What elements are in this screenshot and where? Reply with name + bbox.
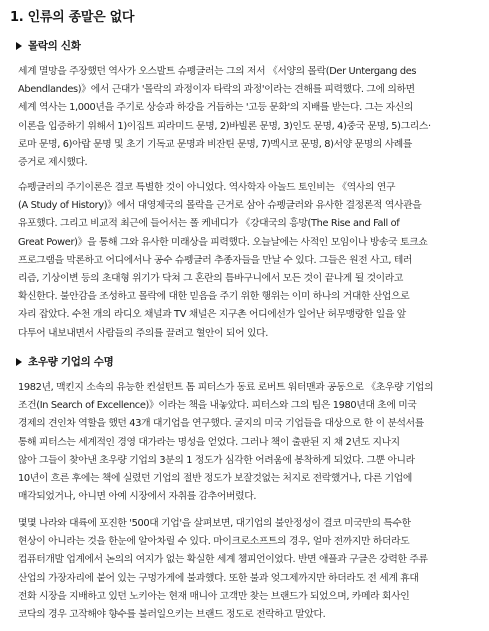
paragraph-cycle-theory [18,179,475,343]
section-heading-label: 초우량 기업의 수명 [28,356,114,368]
text-line: 10년이 흐른 후에는 책에 실렸던 기업의 절반 정도가 보잘것없는 처지로 전락했거나, 다른 기업에 [18,473,413,485]
text-line: 세계 멸망을 주장했던 역사가 오스발트 슈펭글러는 그의 저서 《서양의 몰락(Der Untergang des [18,66,417,77]
text-line: (A Study of History)》에서 대영제국의 몰락을 근거로 삼아 슈펭글러와 유사한 결정론적 역사관을 [18,200,422,212]
text-line: 전화 시장을 지배하고 있던 노키아는 현재 매니아 고객만 찾는 브랜드가 되었으며, 카메라 회사인 [18,590,410,602]
text-line: 다투어 내보내면서 사람들의 주의를 끌려고 혈안이 되어 있다. [18,327,268,339]
paragraph-spengler [18,63,475,172]
text-line: 리즘, 기상이변 등의 초대형 위기가 닥쳐 그 혼란의 틈바구니에서 모든 것이 끝나게 될 것이라고 [18,273,404,285]
text-line: 현상이 아니라는 것을 한눈에 알아차릴 수 있다. 마이크로소프트의 경우, 얼마 전까지만 하더라도 [18,536,410,548]
text-line: 이론을 입증하기 위해서 1)이집트 피라미드 문명, 2)바빌론 문명, 3)인도 문명, 4)중국 문명, 5)그리스· [18,120,431,132]
section-heading-myth-of-decline [16,38,81,53]
text-line: 증거로 제시했다. [18,157,88,169]
text-line: 통해 피터스는 세계적인 경영 대가라는 명성을 얻었다. 그러나 책이 출판된 지 채 2년도 지나지 [18,436,400,448]
text-line: 슈펭글러의 주기이론은 결코 특별한 것이 아니었다. 역사학자 아놀드 토인비는 《역사의 연구 [18,182,396,193]
triangle-bullet-icon [16,358,22,366]
text-line: 컴퓨터개발 업계에서 논의의 여지가 없는 확실한 세계 챔피언이었다. 반면 애플과 구글은 강력한 주류 [18,554,428,566]
page-title: 1. 인류의 종말은 없다 [10,10,135,25]
text-line: 경제의 견인차 역할을 했던 43개 대기업을 연구했다. 굴지의 미국 기업들을 대상으로 한 이 분석서를 [18,418,424,430]
text-line: 산업의 가장자리에 붙어 있는 구멍가게에 불과했다. 또한 불과 엊그제까지만 하더라도 전 세계 휴대 [18,572,419,584]
text-line: 1982년, 맥킨지 소속의 유능한 컨설턴트 톰 피터스가 동료 로버트 워터맨과 공동으로 《초우량 기업의 [18,382,434,393]
text-line: 않아 그들이 찾아낸 초우량 기업의 3분의 1 정도가 심각한 어려움에 봉착하게 되었다. 그뿐 아니라 [18,454,415,466]
text-line: 매각되었거나, 아니면 아예 시장에서 자취를 감추어버렸다. [18,491,257,503]
paragraph-peters [18,379,475,506]
text-line: Abendlandes)》에서 근대가 '몰락의 과정이자 타락의 과정'이라는 견해를 피력했다. 그에 의하면 [18,84,415,96]
section-heading-label: 몰락의 신화 [28,40,81,52]
text-line: 자리 잡았다. 수천 개의 라디오 채널과 TV 채널은 지구촌 어디에선가 일어난 허무맹랑한 일을 앞 [18,309,406,321]
text-line: 프로그램을 막론하고 어디에서나 공수 슈펭글러 추종자들을 만날 수 있다. 그들은 원전 사고, 테러 [18,254,413,266]
text-line: 코닥의 경우 고작해야 향수를 불러일으키는 브랜드 정도로 전락하고 말았다. [18,609,326,621]
text-line: 몇몇 나라와 대륙에 포진한 '500대 기업'을 살펴보면, 대기업의 불안정성이 결코 미국만의 특수한 [18,518,411,529]
text-line: 세계 역사는 1,000년을 주기로 상승과 하강을 거듭하는 '고등 문화'의 지배를 받는다. 그는 자신의 [18,102,414,114]
text-line: 확신한다. 불안감을 조성하고 몰락에 대한 믿음을 주기 위한 행위는 이미 하나의 거대한 산업으로 [18,291,410,303]
triangle-bullet-icon [16,42,22,50]
text-line: 로마 문명, 6)아랍 문명 및 초기 기독교 문명과 비잔틴 문명, 7)멕시코 문명, 8)서양 문명의 사례를 [18,138,413,150]
paragraph-top-500 [18,515,475,624]
text-line: 유포했다. 그리고 비교적 최근에 들어서는 폴 케네디가 《강대국의 흥망(The Rise and Fall of [18,218,400,230]
text-line: 조건(In Search of Excellence)》이라는 책을 내놓았다. 피터스와 그의 팀은 1980년대 초에 미국 [18,400,417,412]
section-heading-excellent-companies [16,354,113,369]
text-line: Great Power)》을 통해 그와 유사한 미래상을 피력했다. 오늘날에는 사적인 모임이나 방송국 토크쇼 [18,236,428,248]
